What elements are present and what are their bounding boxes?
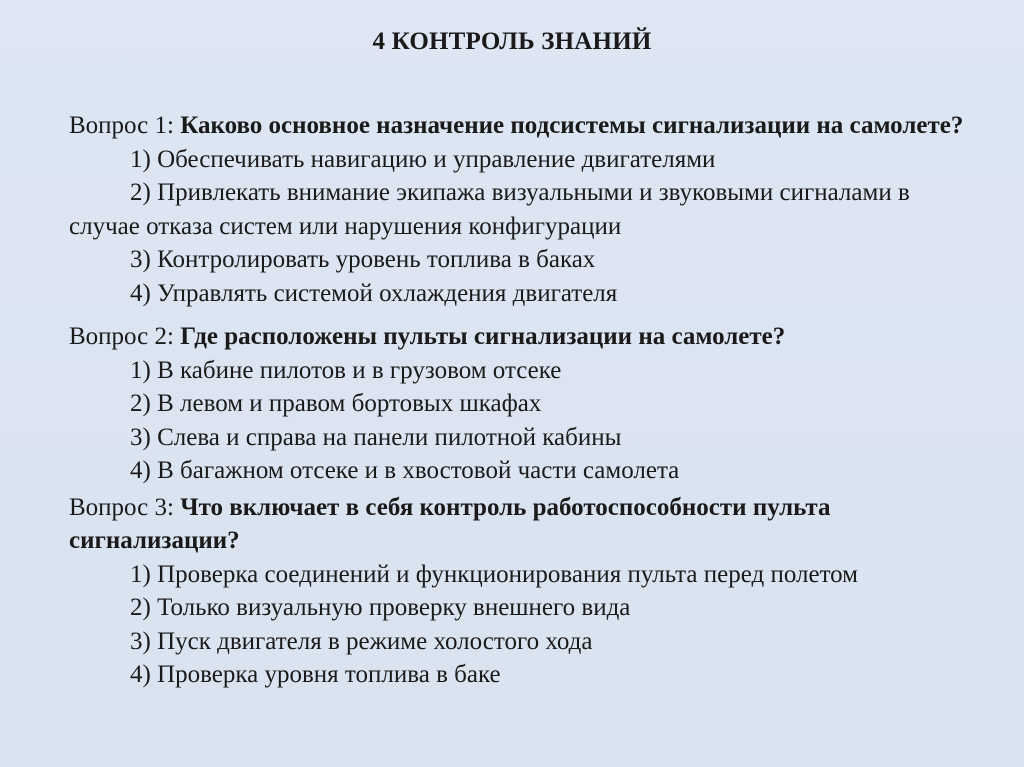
question-1-answer-1: 1) Обеспечивать навигацию и управление двигателями [130,145,716,173]
question-2-answer-1: 1) В кабине пилотов и в грузовом отсеке [130,356,562,384]
question-3-prefix: Вопрос 3: [69,493,181,521]
question-2-prefix: Вопрос 2: [69,323,181,350]
quiz-content [69,109,979,692]
question-2-text: Где расположены пульты сигнализации на самолете? [180,323,786,350]
question-3-answer-1: 1) Проверка соединений и функционирования пульта перед полетом [130,560,859,588]
question-3-answer-3: 3) Пуск двигателя в режиме холостого хода [130,627,593,655]
question-1-prefix: Вопрос 1: [69,112,181,139]
question-1-answer-4: 4) Управлять системой охлаждения двигателя [130,279,618,307]
question-1-answer-3: 3) Контролировать уровень топлива в баках [130,246,596,273]
question-3 [69,491,979,692]
question-2-answer-4: 4) В багажном отсеке и в хвостовой части самолета [130,457,680,484]
question-2-answer-3: 3) Слева и справа на панели пилотной кабины [130,423,622,451]
question-2 [69,320,979,488]
question-1-answer-2: 2) Привлекать внимание экипажа визуальными и звуковыми сигналами в случае отказа систем или нарушения конфигурации [69,179,910,240]
question-1-text: Каково основное назначение подсистемы сигнализации на самолете? [180,112,964,139]
question-3-answer-4: 4) Проверка уровня топлива в баке [130,661,501,688]
question-3-heading [69,491,979,558]
question-1 [69,109,979,310]
question-1-heading [69,109,979,143]
question-2-heading [69,320,979,354]
spacer [69,310,979,320]
slide-title: 4 КОНТРОЛЬ ЗНАНИЙ [372,28,652,55]
question-2-answer-2: 2) В левом и правом бортовых шкафах [130,390,542,417]
question-3-answer-2: 2) Только визуальную проверку внешнего вида [130,594,631,621]
question-3-text: Что включает в себя контроль работоспособности пульта сигнализации? [69,493,831,554]
